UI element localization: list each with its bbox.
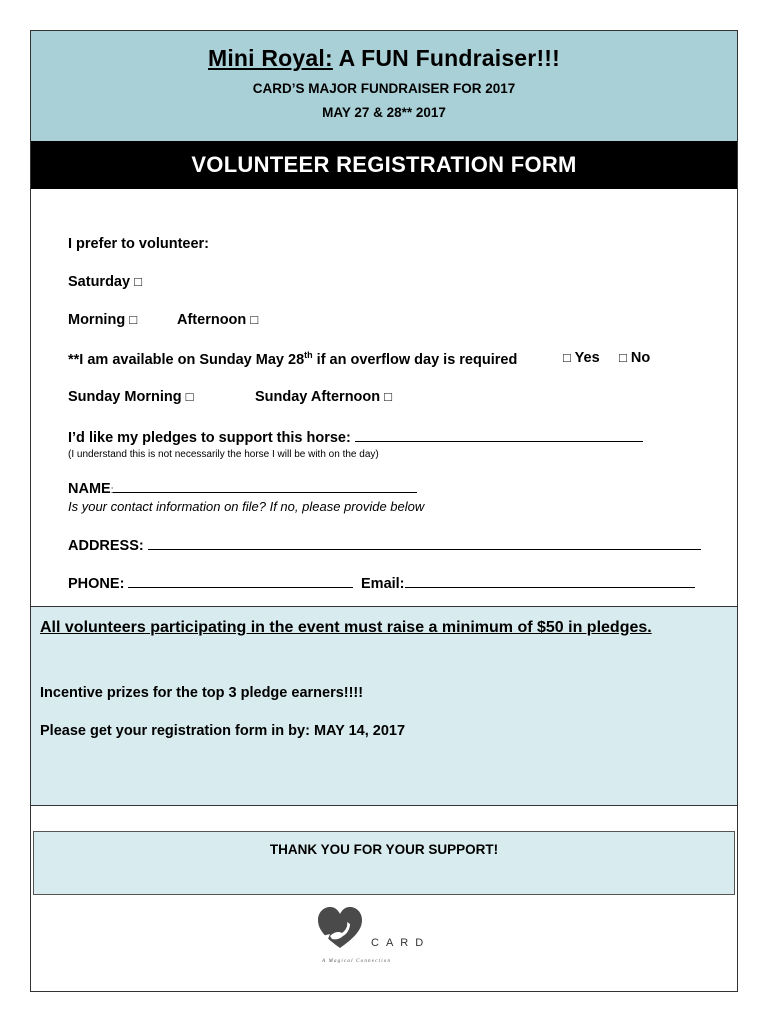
- name-field[interactable]: [113, 478, 417, 493]
- thanks-text: THANK YOU FOR YOUR SUPPORT!: [269, 842, 499, 857]
- phone-label: PHONE:: [68, 576, 125, 592]
- sunday-morning-group: [68, 389, 193, 405]
- name-label: NAME: [68, 481, 111, 497]
- address-row: [68, 535, 701, 554]
- morning-label: Morning: [68, 312, 126, 328]
- afternoon-checkbox[interactable]: □: [250, 312, 259, 327]
- sunday-morning-checkbox[interactable]: □: [185, 389, 194, 404]
- logo-tagline: A Magical Connection: [322, 959, 392, 964]
- pledge-horse-field[interactable]: [355, 427, 643, 442]
- address-field[interactable]: [148, 535, 701, 550]
- deadline-text: Please get your registration form in by: MAY 14, 2017: [40, 723, 406, 739]
- email-label: Email:: [361, 576, 405, 592]
- pledge-info-panel: [31, 606, 737, 806]
- contact-note: Is your contact information on file? If no, please provide below: [68, 499, 425, 514]
- pledge-minimum-text: All volunteers participating in the event must raise a minimum of $50 in pledges.: [40, 619, 652, 636]
- sunday-availability-suffix: if an overflow day is required: [312, 351, 518, 368]
- prefer-label: I prefer to volunteer:: [68, 236, 209, 252]
- sunday-morning-label: Sunday Morning: [68, 389, 182, 405]
- form-banner: VOLUNTEER REGISTRATION FORM: [31, 141, 737, 189]
- morning-checkbox[interactable]: □: [129, 312, 138, 327]
- saturday-label: Saturday: [68, 274, 131, 290]
- sunday-availability-text: **I am available on Sunday May 28: [68, 351, 305, 368]
- subtitle-dates: MAY 27 & 28** 2017: [322, 105, 446, 120]
- afternoon-group: [177, 312, 258, 328]
- pledge-horse-note: (I understand this is not necessarily the horse I will be with on the day): [68, 449, 379, 460]
- name-colon: :: [110, 485, 114, 496]
- header-panel: [31, 31, 737, 142]
- yes-group: [563, 350, 600, 366]
- incentive-text: Incentive prizes for the top 3 pledge earners!!!!: [40, 685, 364, 701]
- sunday-ordinal: th: [304, 350, 313, 360]
- email-row: [361, 573, 695, 592]
- no-label: No: [630, 350, 651, 366]
- no-checkbox[interactable]: □: [619, 350, 627, 365]
- title-event-name: Mini Royal:: [207, 45, 333, 71]
- logo-wordmark: CARD: [371, 937, 426, 949]
- pledge-horse-row: [68, 427, 643, 446]
- phone-field[interactable]: [128, 573, 353, 588]
- sunday-afternoon-checkbox[interactable]: □: [384, 389, 393, 404]
- form-frame: [30, 30, 738, 992]
- subtitle-fundraiser: CARD’S MAJOR FUNDRAISER FOR 2017: [252, 81, 516, 96]
- card-logo: [316, 906, 426, 966]
- saturday-row: [68, 274, 142, 290]
- sunday-availability-row: [68, 350, 517, 368]
- page-title: [31, 45, 737, 72]
- pledge-horse-label: I’d like my pledges to support this horse:: [68, 430, 351, 446]
- address-label: ADDRESS:: [68, 538, 144, 554]
- heart-horse-icon: [316, 906, 426, 966]
- email-field[interactable]: [405, 573, 695, 588]
- name-row: [68, 478, 417, 497]
- afternoon-label: Afternoon: [177, 312, 247, 328]
- sunday-afternoon-group: [255, 389, 392, 405]
- thanks-panel: [33, 831, 735, 895]
- sunday-afternoon-label: Sunday Afternoon: [255, 389, 381, 405]
- title-tagline: A FUN Fundraiser!!!: [332, 45, 561, 71]
- phone-row: [68, 573, 353, 592]
- saturday-checkbox[interactable]: □: [134, 274, 142, 289]
- no-group: [619, 350, 650, 366]
- yes-label: Yes: [574, 350, 600, 366]
- time-row: [68, 312, 137, 328]
- yes-checkbox[interactable]: □: [563, 350, 571, 365]
